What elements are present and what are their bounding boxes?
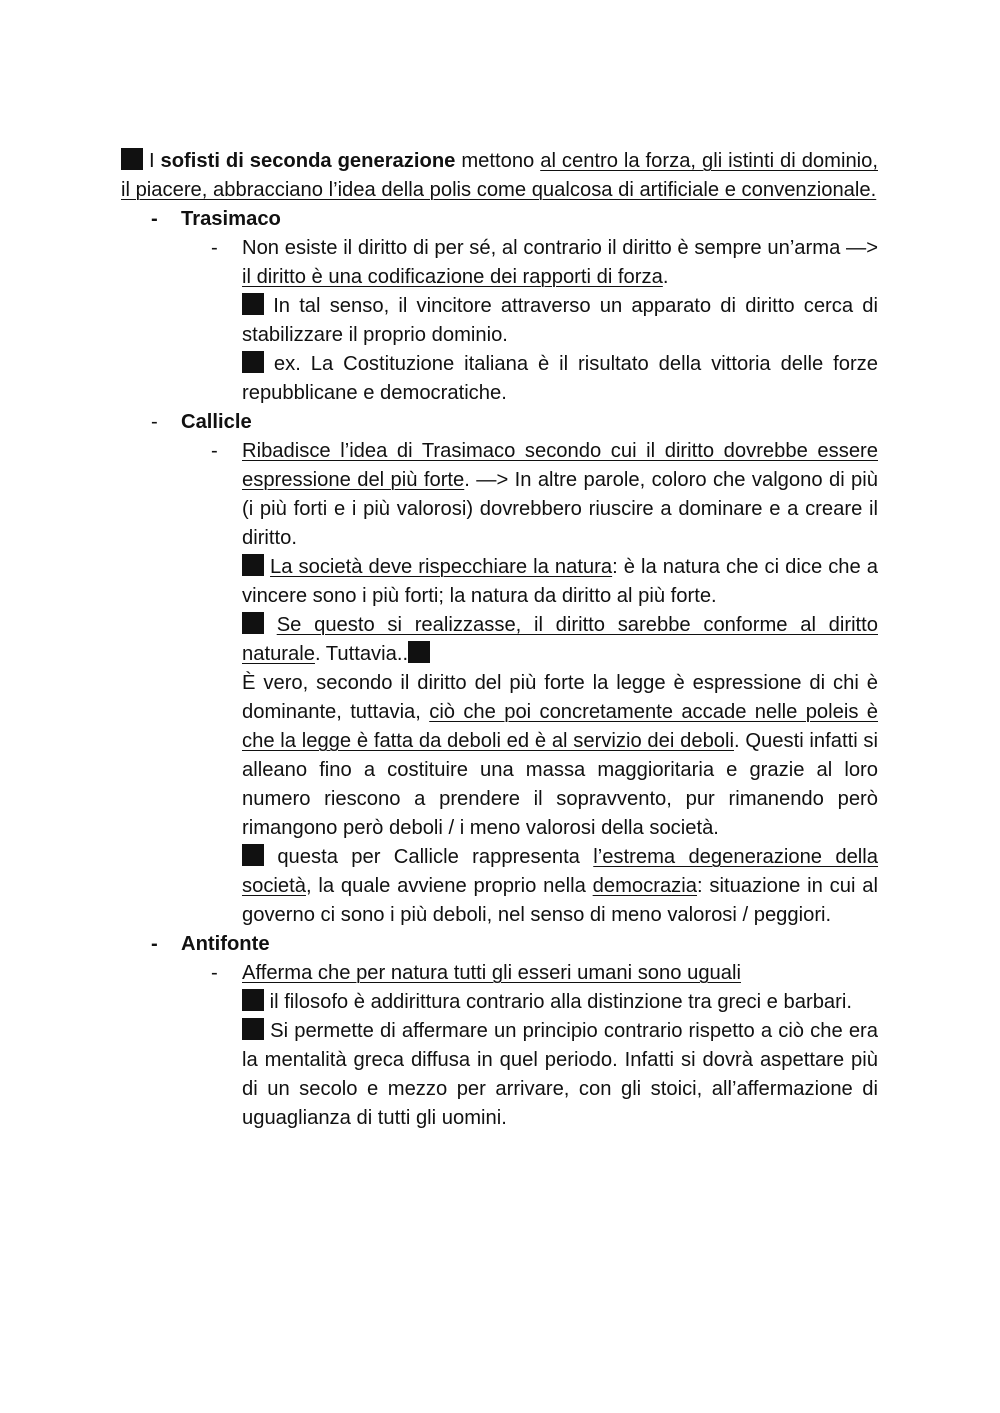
note-text: . Tuttavia.. (314, 643, 409, 665)
square-bullet-icon (242, 351, 264, 373)
point-text: Non esiste il diritto di per sé, al contrario il diritto è sempre un’arma —> (242, 237, 878, 259)
intro-underlined: al centro la forza, gli istinti di dominio, il piacere, abbracciano l’idea della polis come qualcosa di artificiale e convenzionale. (121, 150, 878, 201)
callicle-note-2 (121, 611, 878, 669)
callicle-note-4 (121, 843, 878, 930)
antifonte-note-2 (121, 1017, 878, 1133)
note-text: il filosofo è addirittura contrario alla distinzione tra greci e barbari. (269, 991, 852, 1013)
note-underlined-2: democrazia (592, 875, 697, 897)
section-heading-trasimaco (121, 205, 878, 234)
square-bullet-icon (242, 612, 264, 634)
heading-dash: - (151, 933, 158, 955)
section-heading-callicle (121, 408, 878, 437)
paragraph-underlined: ciò che poi concretamente accade nelle poleis è che la legge è fatta da deboli ed è al servizio dei deboli (242, 701, 879, 752)
point-underlined: Ribadisce l’idea di Trasimaco secondo cui il diritto dovrebbe essere espressione del più forte (242, 440, 878, 491)
heading-name: Antifonte (181, 933, 270, 955)
intro-paragraph (121, 147, 878, 205)
point-dash: - (211, 962, 218, 984)
trasimaco-note-2 (121, 350, 878, 408)
note-text: In tal senso, il vincitore attraverso un apparato di diritto cerca di stabilizzare il proprio dominio. (242, 295, 878, 346)
callicle-point-1 (121, 437, 878, 553)
note-underlined: La società deve rispecchiare la natura (270, 556, 613, 578)
heading-dash: - (151, 411, 158, 433)
note-text: questa per Callicle rappresenta (277, 846, 594, 868)
point-underlined: Afferma che per natura tutti gli esseri umani sono uguali (242, 962, 741, 984)
document-page (121, 147, 878, 1133)
paragraph-end: . Questi infatti si alleano fino a costituire una massa maggioritaria e grazie al loro numero riescono a prendere il sopravvento, pur rimanendo però rimangono però deboli / i meno valorosi della società. (242, 730, 878, 839)
heading-name: Callicle (181, 411, 252, 433)
trasimaco-note-1 (121, 292, 878, 350)
square-bullet-icon (242, 1018, 264, 1040)
square-bullet-icon (242, 554, 264, 576)
antifonte-note-1 (121, 988, 878, 1017)
antifonte-point-1 (121, 959, 878, 988)
square-bullet-icon (121, 148, 143, 170)
point-text: . —> In altre parole, coloro che valgono di più (i più forti e i più valorosi) dovrebbero riuscire a dominare e a creare il diritto. (242, 469, 878, 549)
note-underlined: Se questo si realizzasse, il diritto sarebbe conforme al diritto naturale (242, 614, 878, 665)
point-dash: - (211, 237, 218, 259)
heading-dash: - (151, 208, 158, 230)
intro-mid: mettono (455, 150, 541, 172)
note-end: : situazione in cui al governo ci sono i più deboli, nel senso di meno valorosi / peggiori. (242, 875, 878, 926)
point-underlined: il diritto è una codificazione dei rapporti di forza (242, 266, 663, 288)
note-text: : è la natura che ci dice che a vincere sono i più forti; la natura da diritto al più forte. (242, 556, 878, 607)
intro-pre: I (148, 150, 155, 172)
square-bullet-icon (242, 293, 264, 315)
point-end: . (662, 266, 669, 288)
callicle-paragraph-3 (121, 669, 878, 843)
intro-bold-term: sofisti di seconda generazione (160, 150, 456, 172)
callicle-note-1 (121, 553, 878, 611)
note-text: Si permette di affermare un principio contrario rispetto a ciò che era la mentalità greca diffusa in quel periodo. Infatti si dovrà aspettare più di un secolo e mezzo per arrivare, con gli stoici, all’affermazione di uguaglianza di tutti gli uomini. (242, 1020, 879, 1129)
note-underlined: l’estrema degenerazione della società (242, 846, 879, 897)
heading-name: Trasimaco (181, 208, 281, 230)
square-bullet-icon (408, 641, 430, 663)
square-bullet-icon (242, 989, 264, 1011)
trasimaco-point-1 (121, 234, 878, 292)
point-dash: - (211, 440, 218, 462)
section-heading-antifonte (121, 930, 878, 959)
note-text: ex. La Costituzione italiana è il risultato della vittoria delle forze repubblicane e democratiche. (242, 353, 879, 404)
square-bullet-icon (242, 844, 264, 866)
paragraph-text: È vero, secondo il diritto del più forte la legge è espressione di chi è dominante, tuttavia, (242, 672, 878, 723)
note-mid: , la quale avviene proprio nella (305, 875, 593, 897)
